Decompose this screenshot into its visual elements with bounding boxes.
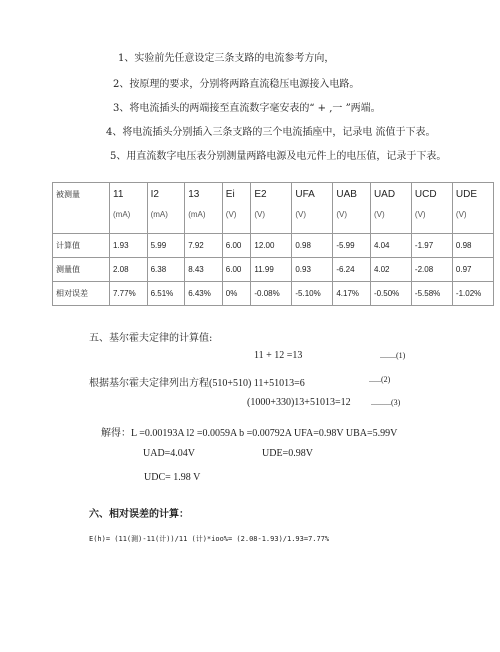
step-5: 5、用直流数字电压表分别测量两路电源及电元件上的电压值，记录于下表。 <box>110 151 447 162</box>
table-cell: 4.02 <box>370 258 411 282</box>
table-cell: 0.97 <box>452 258 493 282</box>
step-4: 4、将电流插头分别插入三条支路的三个电流插座中，记录电 流值于下表。 <box>106 127 436 138</box>
table-cell: 0.93 <box>292 258 333 282</box>
equation-2: 根据基尔霍夫定律列出方程(510+510) 11+51013=6 <box>89 378 305 389</box>
measurement-table <box>52 182 494 306</box>
table-cell: 7.77% <box>110 282 148 306</box>
table-header-cell: UCD (V) <box>411 183 452 234</box>
table-cell: 2.08 <box>110 258 148 282</box>
table-header-cell: UAB (V) <box>333 183 371 234</box>
table-header-row <box>53 183 494 234</box>
equation-2-number: ......(2) <box>369 375 391 384</box>
step-2: 2、按原理的要求，分别将两路直流稳压电源接入电路。 <box>113 79 360 90</box>
step-1: 1、实验前先任意设定三条支路的电流参考方向， <box>118 53 335 64</box>
error-formula: E(h)= (11(測)-11(计))/11 (计)*ioo%= (2.08-1.93)/1.93=7.77% <box>89 535 330 543</box>
ude-result: UDE=0.98V <box>262 448 313 459</box>
table-row <box>53 258 494 282</box>
uad-result: UAD=4.04V <box>143 448 196 459</box>
table-header-cell: 13 (mA) <box>185 183 223 234</box>
table-header-cell: UDE (V) <box>452 183 493 234</box>
table-cell: -6.24 <box>333 258 371 282</box>
section5-title: 五、基尔霍夫定律的计算值: <box>89 333 213 344</box>
table-cell: 0% <box>222 282 251 306</box>
equation-3: (1000+330)13+51013=12 <box>247 397 351 408</box>
table-cell: 计算值 <box>53 234 110 258</box>
table-cell: 测量值 <box>53 258 110 282</box>
table-header-cell: UAD (V) <box>370 183 411 234</box>
table-cell: -5.58% <box>411 282 452 306</box>
table-header-cell: 11 (mA) <box>110 183 148 234</box>
table-cell: 4.04 <box>370 234 411 258</box>
table-cell: -1.02% <box>452 282 493 306</box>
table-header-cell: 被测量 <box>53 183 110 234</box>
table-cell: -5.10% <box>292 282 333 306</box>
table-cell: 6.43% <box>185 282 223 306</box>
table-cell: 6.51% <box>147 282 185 306</box>
table-cell: -0.50% <box>370 282 411 306</box>
table-cell: -5.99 <box>333 234 371 258</box>
table-cell: 12.00 <box>251 234 292 258</box>
table-header-cell: UFA (V) <box>292 183 333 234</box>
equation-3-number: ..........(3) <box>371 398 401 407</box>
table-cell: 7.92 <box>185 234 223 258</box>
equation-1-number: ........(1) <box>380 351 406 360</box>
table-cell: -0.08% <box>251 282 292 306</box>
table-cell: 0.98 <box>292 234 333 258</box>
equation-1: 11 + 12 =13 <box>254 350 303 361</box>
table-cell: 0.98 <box>452 234 493 258</box>
section6-title: 六、相对误差的计算： <box>89 509 189 520</box>
table-row <box>53 282 494 306</box>
table-cell: 4.17% <box>333 282 371 306</box>
udc-result: UDC= 1.98 V <box>144 472 201 483</box>
table-cell: 1.93 <box>110 234 148 258</box>
table-row <box>53 234 494 258</box>
table-cell: 相对误差 <box>53 282 110 306</box>
table-header-cell: E2 (V) <box>251 183 292 234</box>
table-cell: -2.08 <box>411 258 452 282</box>
table-cell: 6.00 <box>222 258 251 282</box>
table-header-cell: Ei (V) <box>222 183 251 234</box>
table-cell: 6.00 <box>222 234 251 258</box>
step-3: 3、将电流插头的两端接至直流数字毫安表的“ + ,一 ”两端。 <box>113 103 381 114</box>
table-cell: 11.99 <box>251 258 292 282</box>
solution-line: 解得：L =0.00193A l2 =0.0059A b =0.00792A UFA=0.98V UBA=5.99V <box>101 428 398 439</box>
table-cell: -1.97 <box>411 234 452 258</box>
table-cell: 5.99 <box>147 234 185 258</box>
table-header-cell: I2 (mA) <box>147 183 185 234</box>
table-cell: 8.43 <box>185 258 223 282</box>
table-cell: 6.38 <box>147 258 185 282</box>
